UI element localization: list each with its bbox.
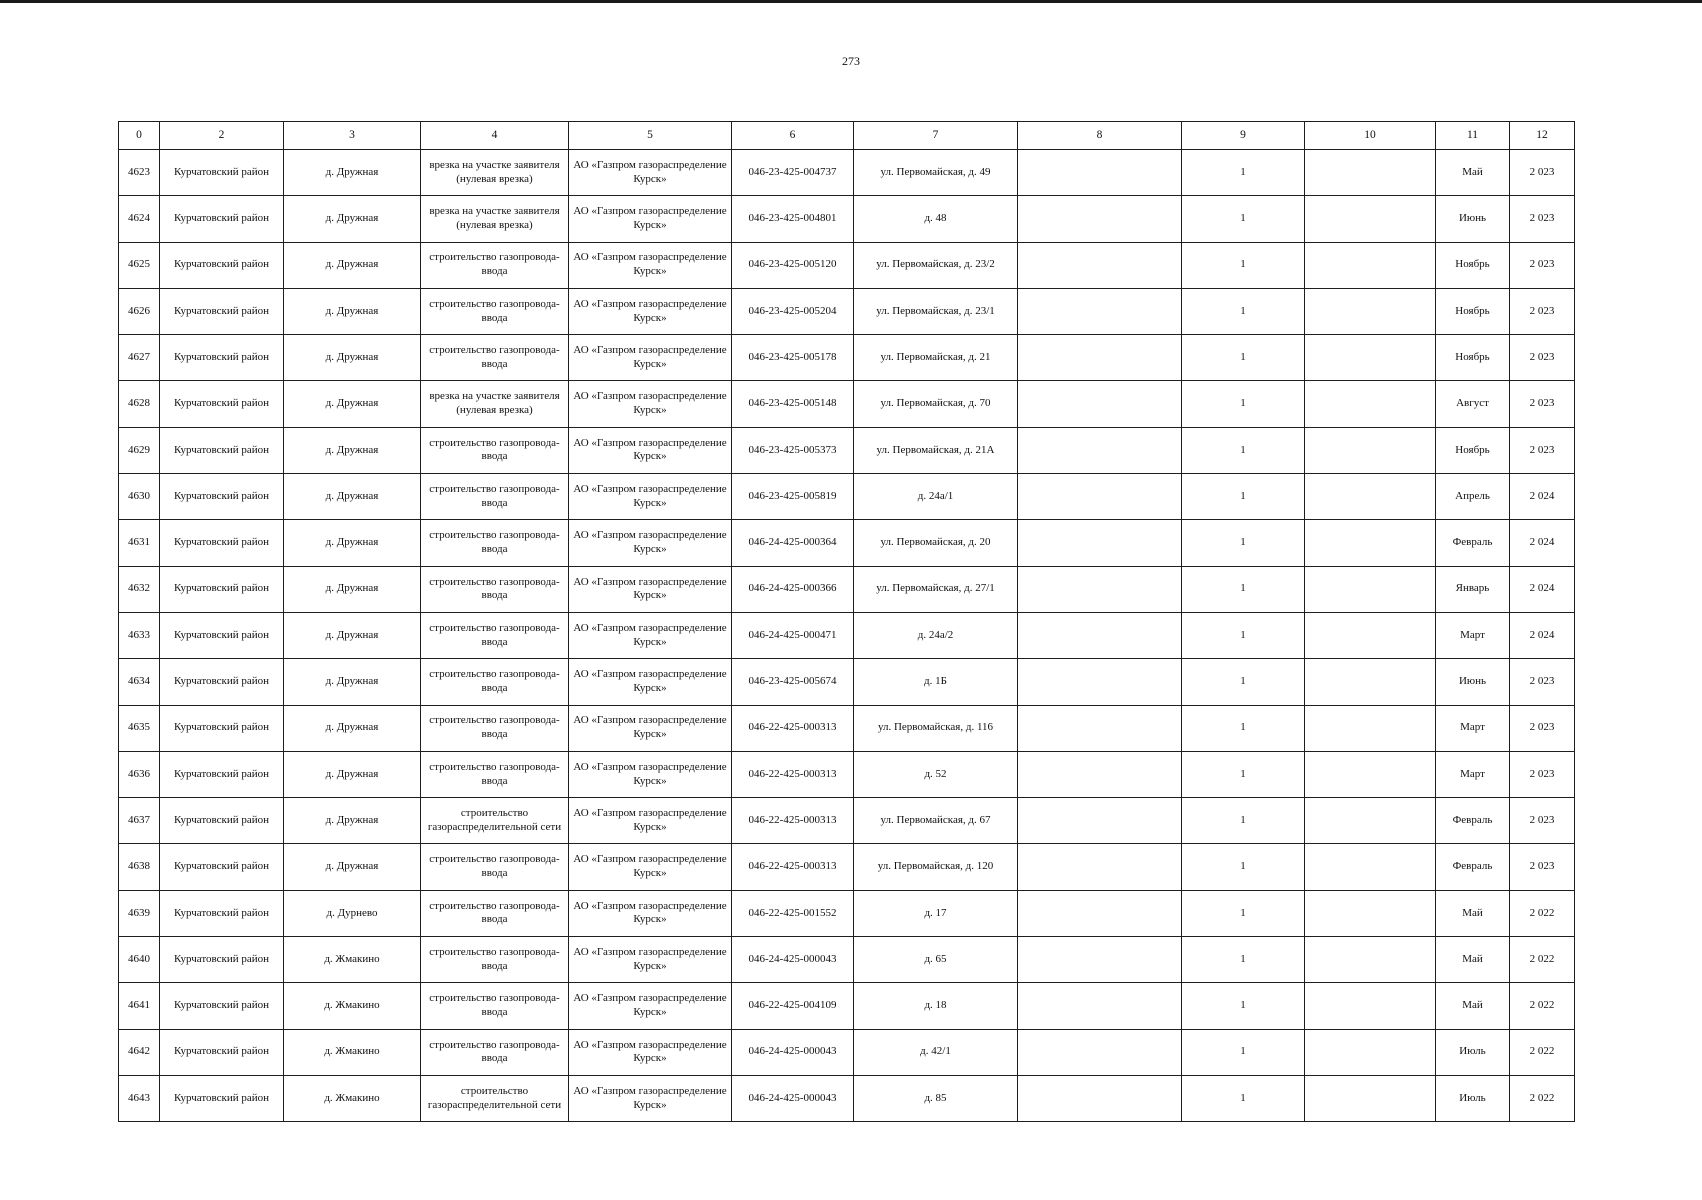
column-header: 5 [569, 122, 732, 150]
column-9-cell: 1 [1182, 798, 1305, 844]
year-cell: 2 022 [1510, 1075, 1575, 1121]
district-cell: Курчатовский район [160, 288, 284, 334]
address-cell: д. 1Б [854, 659, 1018, 705]
address-cell: д. 24а/2 [854, 612, 1018, 658]
organization-cell: АО «Газпром газораспределение Курск» [569, 335, 732, 381]
year-cell: 2 023 [1510, 659, 1575, 705]
address-cell: д. 42/1 [854, 1029, 1018, 1075]
district-cell: Курчатовский район [160, 196, 284, 242]
district-cell: Курчатовский район [160, 705, 284, 751]
district-cell: Курчатовский район [160, 890, 284, 936]
address-cell: ул. Первомайская, д. 20 [854, 520, 1018, 566]
address-cell: ул. Первомайская, д. 23/1 [854, 288, 1018, 334]
column-8-cell [1018, 1029, 1182, 1075]
address-cell: д. 52 [854, 751, 1018, 797]
district-cell: Курчатовский район [160, 844, 284, 890]
address-cell: ул. Первомайская, д. 116 [854, 705, 1018, 751]
work-type-cell: строительство газопровода-ввода [421, 242, 569, 288]
column-header: 10 [1305, 122, 1436, 150]
registry-table [118, 121, 1575, 1122]
district-cell: Курчатовский район [160, 242, 284, 288]
organization-cell: АО «Газпром газораспределение Курск» [569, 1029, 732, 1075]
table-row [119, 427, 1575, 473]
application-code-cell: 046-22-425-000313 [732, 798, 854, 844]
row-number: 4637 [119, 798, 160, 844]
year-cell: 2 022 [1510, 890, 1575, 936]
row-number: 4626 [119, 288, 160, 334]
district-cell: Курчатовский район [160, 751, 284, 797]
organization-cell: АО «Газпром газораспределение Курск» [569, 937, 732, 983]
column-header: 2 [160, 122, 284, 150]
month-cell: Июнь [1436, 196, 1510, 242]
column-10-cell [1305, 890, 1436, 936]
work-type-cell: врезка на участке заявителя (нулевая врезка) [421, 196, 569, 242]
column-8-cell [1018, 659, 1182, 705]
work-type-cell: строительство газопровода-ввода [421, 705, 569, 751]
column-10-cell [1305, 844, 1436, 890]
row-number: 4629 [119, 427, 160, 473]
work-type-cell: строительство газопровода-ввода [421, 288, 569, 334]
locality-cell: д. Дружная [284, 751, 421, 797]
locality-cell: д. Жмакино [284, 1075, 421, 1121]
table-row [119, 751, 1575, 797]
locality-cell: д. Дружная [284, 844, 421, 890]
column-10-cell [1305, 381, 1436, 427]
row-number: 4632 [119, 566, 160, 612]
table-row [119, 242, 1575, 288]
column-8-cell [1018, 474, 1182, 520]
column-10-cell [1305, 427, 1436, 473]
locality-cell: д. Жмакино [284, 1029, 421, 1075]
table-row [119, 1029, 1575, 1075]
locality-cell: д. Дружная [284, 612, 421, 658]
row-number: 4643 [119, 1075, 160, 1121]
application-code-cell: 046-23-425-005819 [732, 474, 854, 520]
table-row [119, 150, 1575, 196]
month-cell: Ноябрь [1436, 427, 1510, 473]
row-number: 4641 [119, 983, 160, 1029]
organization-cell: АО «Газпром газораспределение Курск» [569, 150, 732, 196]
month-cell: Февраль [1436, 520, 1510, 566]
year-cell: 2 023 [1510, 844, 1575, 890]
application-code-cell: 046-24-425-000043 [732, 937, 854, 983]
locality-cell: д. Дружная [284, 798, 421, 844]
column-8-cell [1018, 520, 1182, 566]
application-code-cell: 046-23-425-004737 [732, 150, 854, 196]
month-cell: Февраль [1436, 844, 1510, 890]
work-type-cell: строительство газопровода-ввода [421, 1029, 569, 1075]
locality-cell: д. Дружная [284, 474, 421, 520]
month-cell: Июнь [1436, 659, 1510, 705]
work-type-cell: строительство газопровода-ввода [421, 659, 569, 705]
table-header [119, 122, 1575, 150]
column-8-cell [1018, 751, 1182, 797]
column-9-cell: 1 [1182, 890, 1305, 936]
column-10-cell [1305, 1075, 1436, 1121]
work-type-cell: строительство газопровода-ввода [421, 474, 569, 520]
address-cell: д. 18 [854, 983, 1018, 1029]
table-row [119, 890, 1575, 936]
work-type-cell: строительство газопровода-ввода [421, 566, 569, 612]
work-type-cell: врезка на участке заявителя (нулевая врезка) [421, 150, 569, 196]
district-cell: Курчатовский район [160, 150, 284, 196]
month-cell: Май [1436, 150, 1510, 196]
work-type-cell: врезка на участке заявителя (нулевая врезка) [421, 381, 569, 427]
column-9-cell: 1 [1182, 983, 1305, 1029]
column-9-cell: 1 [1182, 288, 1305, 334]
year-cell: 2 024 [1510, 474, 1575, 520]
column-8-cell [1018, 427, 1182, 473]
column-header: 3 [284, 122, 421, 150]
column-8-cell [1018, 288, 1182, 334]
table-row [119, 612, 1575, 658]
work-type-cell: строительство газопровода-ввода [421, 751, 569, 797]
year-cell: 2 023 [1510, 705, 1575, 751]
column-header: 7 [854, 122, 1018, 150]
column-9-cell: 1 [1182, 150, 1305, 196]
row-number: 4631 [119, 520, 160, 566]
table-row [119, 566, 1575, 612]
row-number: 4642 [119, 1029, 160, 1075]
table-row [119, 983, 1575, 1029]
application-code-cell: 046-23-425-005178 [732, 335, 854, 381]
application-code-cell: 046-24-425-000043 [732, 1029, 854, 1075]
organization-cell: АО «Газпром газораспределение Курск» [569, 520, 732, 566]
year-cell: 2 023 [1510, 798, 1575, 844]
organization-cell: АО «Газпром газораспределение Курск» [569, 288, 732, 334]
address-cell: ул. Первомайская, д. 27/1 [854, 566, 1018, 612]
application-code-cell: 046-22-425-000313 [732, 844, 854, 890]
column-9-cell: 1 [1182, 844, 1305, 890]
month-cell: Июль [1436, 1029, 1510, 1075]
district-cell: Курчатовский район [160, 474, 284, 520]
work-type-cell: строительство газопровода-ввода [421, 612, 569, 658]
column-8-cell [1018, 566, 1182, 612]
locality-cell: д. Дружная [284, 150, 421, 196]
organization-cell: АО «Газпром газораспределение Курск» [569, 983, 732, 1029]
district-cell: Курчатовский район [160, 983, 284, 1029]
address-cell: д. 17 [854, 890, 1018, 936]
table-row [119, 335, 1575, 381]
month-cell: Ноябрь [1436, 288, 1510, 334]
column-10-cell [1305, 196, 1436, 242]
table-row [119, 798, 1575, 844]
year-cell: 2 022 [1510, 1029, 1575, 1075]
address-cell: д. 65 [854, 937, 1018, 983]
month-cell: Апрель [1436, 474, 1510, 520]
column-9-cell: 1 [1182, 427, 1305, 473]
organization-cell: АО «Газпром газораспределение Курск» [569, 427, 732, 473]
locality-cell: д. Жмакино [284, 937, 421, 983]
work-type-cell: строительство газопровода-ввода [421, 427, 569, 473]
month-cell: Май [1436, 890, 1510, 936]
column-10-cell [1305, 474, 1436, 520]
month-cell: Август [1436, 381, 1510, 427]
address-cell: ул. Первомайская, д. 21 [854, 335, 1018, 381]
table-row [119, 705, 1575, 751]
table-row [119, 659, 1575, 705]
work-type-cell: строительство газопровода-ввода [421, 890, 569, 936]
year-cell: 2 023 [1510, 242, 1575, 288]
row-number: 4627 [119, 335, 160, 381]
column-9-cell: 1 [1182, 381, 1305, 427]
year-cell: 2 023 [1510, 427, 1575, 473]
row-number: 4628 [119, 381, 160, 427]
district-cell: Курчатовский район [160, 381, 284, 427]
column-8-cell [1018, 196, 1182, 242]
application-code-cell: 046-22-425-000313 [732, 751, 854, 797]
scan-top-border [0, 0, 1702, 3]
row-number: 4639 [119, 890, 160, 936]
column-10-cell [1305, 566, 1436, 612]
row-number: 4625 [119, 242, 160, 288]
district-cell: Курчатовский район [160, 427, 284, 473]
organization-cell: АО «Газпром газораспределение Курск» [569, 1075, 732, 1121]
column-9-cell: 1 [1182, 705, 1305, 751]
work-type-cell: строительство газопровода-ввода [421, 844, 569, 890]
work-type-cell: строительство газораспределительной сети [421, 798, 569, 844]
column-9-cell: 1 [1182, 1075, 1305, 1121]
month-cell: Май [1436, 937, 1510, 983]
application-code-cell: 046-23-425-005148 [732, 381, 854, 427]
column-9-cell: 1 [1182, 566, 1305, 612]
district-cell: Курчатовский район [160, 566, 284, 612]
application-code-cell: 046-23-425-005373 [732, 427, 854, 473]
month-cell: Май [1436, 983, 1510, 1029]
address-cell: ул. Первомайская, д. 23/2 [854, 242, 1018, 288]
column-8-cell [1018, 612, 1182, 658]
month-cell: Март [1436, 751, 1510, 797]
year-cell: 2 024 [1510, 566, 1575, 612]
organization-cell: АО «Газпром газораспределение Курск» [569, 381, 732, 427]
locality-cell: д. Дружная [284, 659, 421, 705]
work-type-cell: строительство газопровода-ввода [421, 335, 569, 381]
address-cell: ул. Первомайская, д. 67 [854, 798, 1018, 844]
month-cell: Январь [1436, 566, 1510, 612]
application-code-cell: 046-23-425-004801 [732, 196, 854, 242]
column-header: 11 [1436, 122, 1510, 150]
application-code-cell: 046-24-425-000471 [732, 612, 854, 658]
organization-cell: АО «Газпром газораспределение Курск» [569, 242, 732, 288]
locality-cell: д. Дружная [284, 196, 421, 242]
organization-cell: АО «Газпром газораспределение Курск» [569, 844, 732, 890]
district-cell: Курчатовский район [160, 335, 284, 381]
organization-cell: АО «Газпром газораспределение Курск» [569, 798, 732, 844]
organization-cell: АО «Газпром газораспределение Курск» [569, 566, 732, 612]
year-cell: 2 022 [1510, 937, 1575, 983]
row-number: 4640 [119, 937, 160, 983]
column-9-cell: 1 [1182, 196, 1305, 242]
table-body [119, 150, 1575, 1122]
organization-cell: АО «Газпром газораспределение Курск» [569, 196, 732, 242]
column-10-cell [1305, 1029, 1436, 1075]
year-cell: 2 024 [1510, 520, 1575, 566]
column-10-cell [1305, 335, 1436, 381]
column-10-cell [1305, 798, 1436, 844]
month-cell: Февраль [1436, 798, 1510, 844]
year-cell: 2 023 [1510, 196, 1575, 242]
table-row [119, 381, 1575, 427]
row-number: 4630 [119, 474, 160, 520]
column-10-cell [1305, 659, 1436, 705]
address-cell: ул. Первомайская, д. 21А [854, 427, 1018, 473]
column-8-cell [1018, 844, 1182, 890]
month-cell: Ноябрь [1436, 335, 1510, 381]
column-10-cell [1305, 242, 1436, 288]
column-10-cell [1305, 288, 1436, 334]
row-number: 4633 [119, 612, 160, 658]
column-8-cell [1018, 798, 1182, 844]
organization-cell: АО «Газпром газораспределение Курск» [569, 474, 732, 520]
column-9-cell: 1 [1182, 520, 1305, 566]
locality-cell: д. Дружная [284, 427, 421, 473]
column-10-cell [1305, 520, 1436, 566]
locality-cell: д. Жмакино [284, 983, 421, 1029]
locality-cell: д. Дурнево [284, 890, 421, 936]
organization-cell: АО «Газпром газораспределение Курск» [569, 890, 732, 936]
column-9-cell: 1 [1182, 335, 1305, 381]
month-cell: Март [1436, 705, 1510, 751]
year-cell: 2 024 [1510, 612, 1575, 658]
application-code-cell: 046-23-425-005204 [732, 288, 854, 334]
locality-cell: д. Дружная [284, 520, 421, 566]
address-cell: д. 85 [854, 1075, 1018, 1121]
column-header: 4 [421, 122, 569, 150]
column-9-cell: 1 [1182, 751, 1305, 797]
district-cell: Курчатовский район [160, 937, 284, 983]
column-9-cell: 1 [1182, 1029, 1305, 1075]
application-code-cell: 046-24-425-000364 [732, 520, 854, 566]
locality-cell: д. Дружная [284, 335, 421, 381]
column-8-cell [1018, 242, 1182, 288]
column-9-cell: 1 [1182, 474, 1305, 520]
column-9-cell: 1 [1182, 242, 1305, 288]
table-row [119, 288, 1575, 334]
header-row [119, 122, 1575, 150]
address-cell: ул. Первомайская, д. 120 [854, 844, 1018, 890]
locality-cell: д. Дружная [284, 242, 421, 288]
organization-cell: АО «Газпром газораспределение Курск» [569, 705, 732, 751]
application-code-cell: 046-24-425-000366 [732, 566, 854, 612]
row-number: 4624 [119, 196, 160, 242]
district-cell: Курчатовский район [160, 612, 284, 658]
year-cell: 2 023 [1510, 288, 1575, 334]
application-code-cell: 046-22-425-001552 [732, 890, 854, 936]
address-cell: д. 48 [854, 196, 1018, 242]
column-8-cell [1018, 150, 1182, 196]
column-8-cell [1018, 937, 1182, 983]
table-row [119, 844, 1575, 890]
locality-cell: д. Дружная [284, 381, 421, 427]
organization-cell: АО «Газпром газораспределение Курск» [569, 751, 732, 797]
row-number: 4623 [119, 150, 160, 196]
column-9-cell: 1 [1182, 612, 1305, 658]
row-number: 4635 [119, 705, 160, 751]
row-number: 4638 [119, 844, 160, 890]
address-cell: ул. Первомайская, д. 49 [854, 150, 1018, 196]
work-type-cell: строительство газопровода-ввода [421, 983, 569, 1029]
organization-cell: АО «Газпром газораспределение Курск» [569, 612, 732, 658]
column-8-cell [1018, 705, 1182, 751]
year-cell: 2 023 [1510, 381, 1575, 427]
table-row [119, 474, 1575, 520]
work-type-cell: строительство газопровода-ввода [421, 937, 569, 983]
district-cell: Курчатовский район [160, 1029, 284, 1075]
column-10-cell [1305, 612, 1436, 658]
column-8-cell [1018, 983, 1182, 1029]
column-10-cell [1305, 937, 1436, 983]
application-code-cell: 046-24-425-000043 [732, 1075, 854, 1121]
column-header: 0 [119, 122, 160, 150]
month-cell: Ноябрь [1436, 242, 1510, 288]
column-8-cell [1018, 335, 1182, 381]
column-9-cell: 1 [1182, 659, 1305, 705]
address-cell: ул. Первомайская, д. 70 [854, 381, 1018, 427]
column-header: 6 [732, 122, 854, 150]
column-header: 8 [1018, 122, 1182, 150]
column-10-cell [1305, 983, 1436, 1029]
district-cell: Курчатовский район [160, 798, 284, 844]
table-row [119, 1075, 1575, 1121]
row-number: 4634 [119, 659, 160, 705]
year-cell: 2 023 [1510, 751, 1575, 797]
application-code-cell: 046-22-425-004109 [732, 983, 854, 1029]
column-10-cell [1305, 150, 1436, 196]
column-9-cell: 1 [1182, 937, 1305, 983]
table-row [119, 937, 1575, 983]
work-type-cell: строительство газораспределительной сети [421, 1075, 569, 1121]
row-number: 4636 [119, 751, 160, 797]
column-8-cell [1018, 1075, 1182, 1121]
district-cell: Курчатовский район [160, 1075, 284, 1121]
district-cell: Курчатовский район [160, 659, 284, 705]
column-10-cell [1305, 751, 1436, 797]
month-cell: Март [1436, 612, 1510, 658]
column-header: 12 [1510, 122, 1575, 150]
address-cell: д. 24а/1 [854, 474, 1018, 520]
column-8-cell [1018, 890, 1182, 936]
locality-cell: д. Дружная [284, 705, 421, 751]
month-cell: Июль [1436, 1075, 1510, 1121]
district-cell: Курчатовский район [160, 520, 284, 566]
column-10-cell [1305, 705, 1436, 751]
locality-cell: д. Дружная [284, 566, 421, 612]
work-type-cell: строительство газопровода-ввода [421, 520, 569, 566]
column-8-cell [1018, 381, 1182, 427]
year-cell: 2 022 [1510, 983, 1575, 1029]
application-code-cell: 046-23-425-005120 [732, 242, 854, 288]
year-cell: 2 023 [1510, 150, 1575, 196]
organization-cell: АО «Газпром газораспределение Курск» [569, 659, 732, 705]
application-code-cell: 046-23-425-005674 [732, 659, 854, 705]
column-header: 9 [1182, 122, 1305, 150]
table-row [119, 196, 1575, 242]
year-cell: 2 023 [1510, 335, 1575, 381]
page-number: 273 [842, 54, 860, 68]
locality-cell: д. Дружная [284, 288, 421, 334]
table-row [119, 520, 1575, 566]
application-code-cell: 046-22-425-000313 [732, 705, 854, 751]
